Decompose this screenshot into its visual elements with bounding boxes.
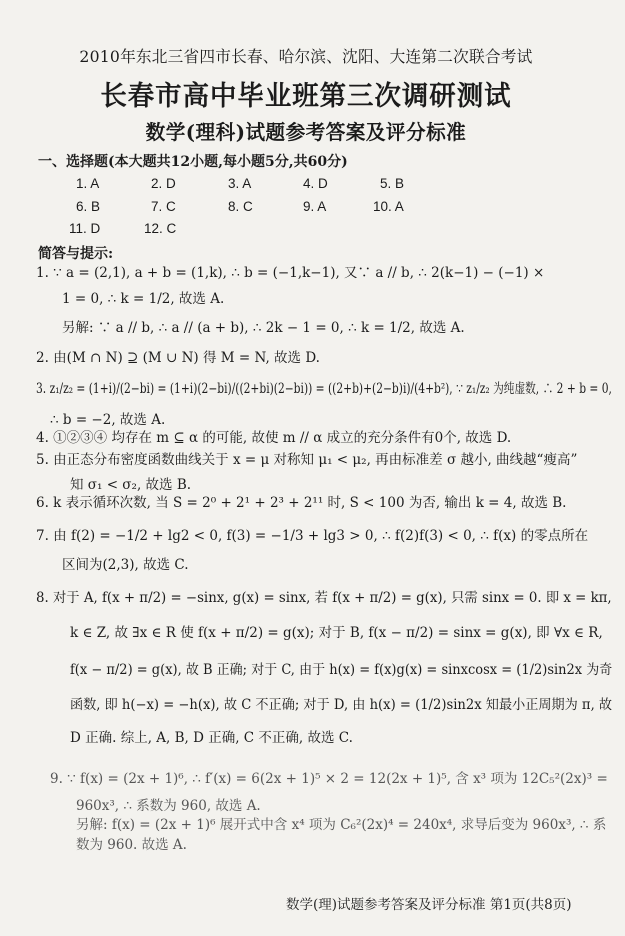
answer-12: 12. C	[144, 221, 177, 236]
section-heading-choice: 一、选择题(本大题共12小题,每小题5分,共60分)	[38, 154, 348, 170]
page-footer: 数学(理)试题参考答案及评分标准 第1页(共8页)	[286, 897, 572, 913]
hint-line: ∴ b = −2, 故选 A.	[50, 412, 166, 428]
answer-11: 11. D	[69, 221, 101, 236]
hint-line: 4. ①②③④ 均存在 m ⊆ α 的可能, 故使 m // α 成立的充分条件有0个, 故选 D.	[36, 430, 512, 446]
answer-9: 9. A	[303, 199, 327, 214]
answer-1: 1. A	[76, 176, 100, 191]
hint-line: 知 σ₁ < σ₂, 故选 B.	[70, 477, 192, 493]
hint-line: 另解: ∵ a // b, ∴ a // (a + b), ∴ 2k − 1 = 0, ∴ k = 1/2, 故选 A.	[62, 320, 465, 336]
hint-line: 另解: f(x) = (2x + 1)⁶ 展开式中含 x⁴ 项为 C₆²(2x)⁴ = 240x⁴, 求导后变为 960x³, ∴ 系	[76, 817, 607, 833]
hint-line: 6. k 表示循环次数, 当 S = 2⁰ + 2¹ + 2³ + 2¹¹ 时, S < 100 为否, 输出 k = 4, 故选 B.	[36, 495, 567, 511]
city-title: 长春市高中毕业班第三次调研测试	[100, 81, 512, 112]
answer-4: 4. D	[303, 176, 328, 191]
hints-heading: 简答与提示:	[38, 246, 114, 262]
subject-title: 数学(理科)试题参考答案及评分标准	[145, 120, 467, 144]
answer-3: 3. A	[228, 176, 252, 191]
hint-line: 区间为(2,3), 故选 C.	[62, 557, 189, 573]
hint-line: 5. 由正态分布密度函数曲线关于 x = μ 对称知 μ₁ < μ₂, 再由标准差 σ 越小, 曲线越“瘦高”	[36, 452, 578, 468]
hint-line: 数为 960. 故选 A.	[76, 837, 187, 853]
exam-line: 2010年东北三省四市长春、哈尔滨、沈阳、大连第二次联合考试	[79, 47, 533, 66]
hint-line: 1. ∵ a = (2,1), a + b = (1,k), ∴ b = (−1,k−1), 又∵ a // b, ∴ 2(k−1) − (−1) ×	[36, 265, 545, 281]
hint-line: 9. ∵ f(x) = (2x + 1)⁶, ∴ f′(x) = 6(2x + 1)⁵ × 2 = 12(2x + 1)⁵, 含 x³ 项为 12C₅²(2x)³ =	[50, 771, 608, 787]
hint-line: D 正确. 综上, A, B, D 正确, C 不正确, 故选 C.	[70, 730, 353, 746]
hint-line: 3. z₁/z₂ = (1+i)/(2−bi) = (1+i)(2−bi)/((2+bi)(2−bi)) = ((2+b)+(2−b)i)/(4+b²), ∵ z₁/z₂ 为纯虚数, ∴ 2 + b = 0,	[36, 381, 612, 397]
hint-line: 960x³, ∴ 系数为 960, 故选 A.	[76, 798, 261, 814]
hint-line: 2. 由(M ∩ N) ⊇ (M ∪ N) 得 M = N, 故选 D.	[36, 350, 320, 366]
answer-10: 10. A	[373, 199, 404, 214]
hint-line: k ∈ Z, 故 ∃x ∈ R 使 f(x + π/2) = g(x); 对于 B, f(x − π/2) = sinx = g(x), 即 ∀x ∈ R,	[70, 625, 603, 641]
hint-line: 7. 由 f(2) = −1/2 + lg2 < 0, f(3) = −1/3 + lg3 > 0, ∴ f(2)f(3) < 0, ∴ f(x) 的零点所在	[36, 528, 589, 544]
answer-8: 8. C	[228, 199, 253, 214]
hint-line: f(x − π/2) = g(x), 故 B 正确; 对于 C, 由于 h(x) = f(x)g(x) = sinxcosx = (1/2)sin2x 为奇	[70, 662, 613, 678]
answer-2: 2. D	[151, 176, 176, 191]
hint-line: 函数, 即 h(−x) = −h(x), 故 C 不正确; 对于 D, 由 h(x) = (1/2)sin2x 知最小正周期为 π, 故	[70, 697, 613, 713]
answer-6: 6. B	[76, 199, 101, 214]
hint-line: 1 = 0, ∴ k = 1/2, 故选 A.	[62, 291, 225, 307]
answer-7: 7. C	[151, 199, 176, 214]
answer-5: 5. B	[380, 176, 405, 191]
hint-line: 8. 对于 A, f(x + π/2) = −sinx, g(x) = sinx, 若 f(x + π/2) = g(x), 只需 sinx = 0. 即 x = kπ,	[36, 590, 612, 606]
